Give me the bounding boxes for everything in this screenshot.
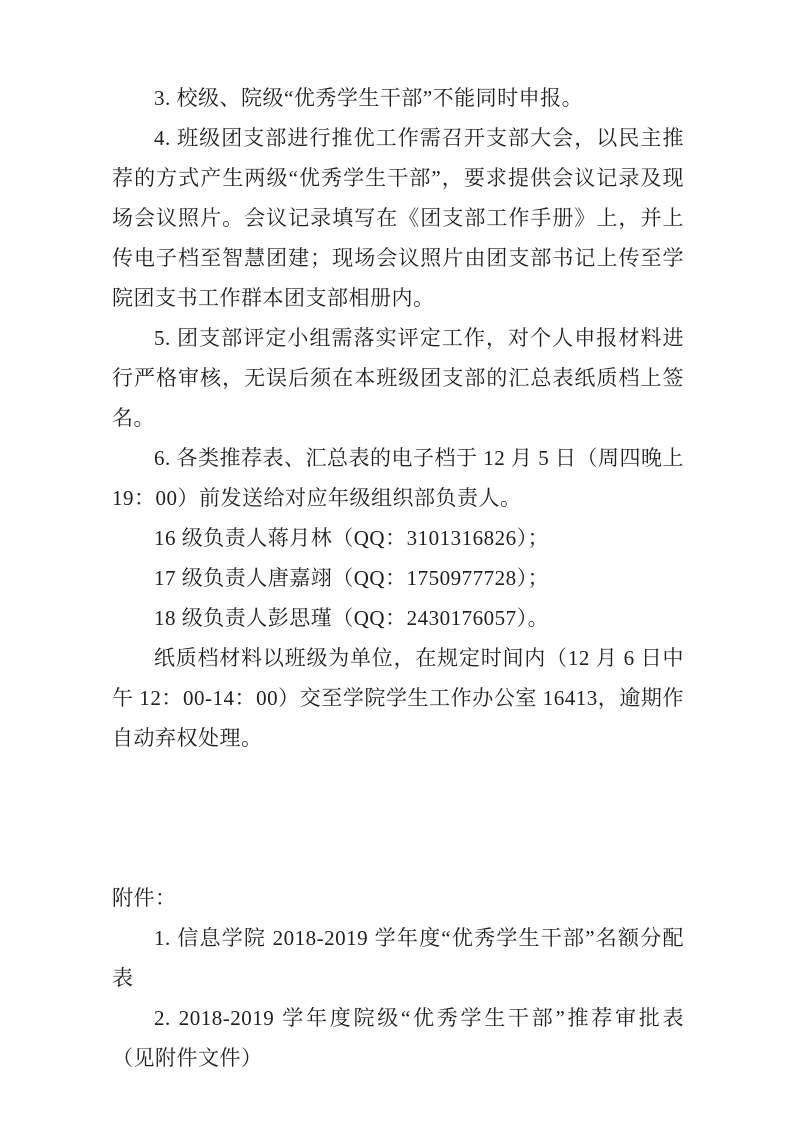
contact-line-grade16: 16 级负责人蒋月林（QQ：3101316826）； — [154, 526, 550, 550]
body-paragraph-3: 3. 校级、院级“优秀学生干部”不能同时申报。 — [154, 86, 584, 110]
body-paragraph-5: 5. 团支部评定小组需落实评定工作，对个人申报材料进行严格审核，无误后须在本班级团支部的汇总表纸质档上签名。 — [112, 326, 684, 430]
body-paragraph-4: 4. 班级团支部进行推优工作需召开支部大会，以民主推荐的方式产生两级“优秀学生干部”，要求提供会议记录及现场会议照片。会议记录填写在《团支部工作手册》上，并上传电子档至智慧团建；现场会议照片由团支部书记上传至学院团支书工作群本团支部相册内。 — [112, 126, 684, 310]
attachments-label: 附件： — [112, 886, 177, 910]
body-paragraph-6: 6. 各类推荐表、汇总表的电子档于 12 月 5 日（周四晚上 19：00）前发送给对应年级组织部负责人。 — [112, 446, 684, 510]
body-paragraph-paper-materials: 纸质档材料以班级为单位，在规定时间内（12 月 6 日中午 12：00-14：00）交至学院学生工作办公室 16413，逾期作自动弃权处理。 — [112, 646, 684, 750]
contact-line-grade18: 18 级负责人彭思瑾（QQ：2430176057）。 — [154, 606, 550, 630]
attachment-item-2: 2. 2018-2019 学年度院级“优秀学生干部”推荐审批表（见附件文件） — [112, 1006, 684, 1070]
contact-line-grade17: 17 级负责人唐嘉翊（QQ：1750977728）； — [154, 566, 550, 590]
attachment-item-1: 1. 信息学院 2018-2019 学年度“优秀学生干部”名额分配表 — [112, 926, 684, 990]
document-body — [112, 78, 684, 1078]
